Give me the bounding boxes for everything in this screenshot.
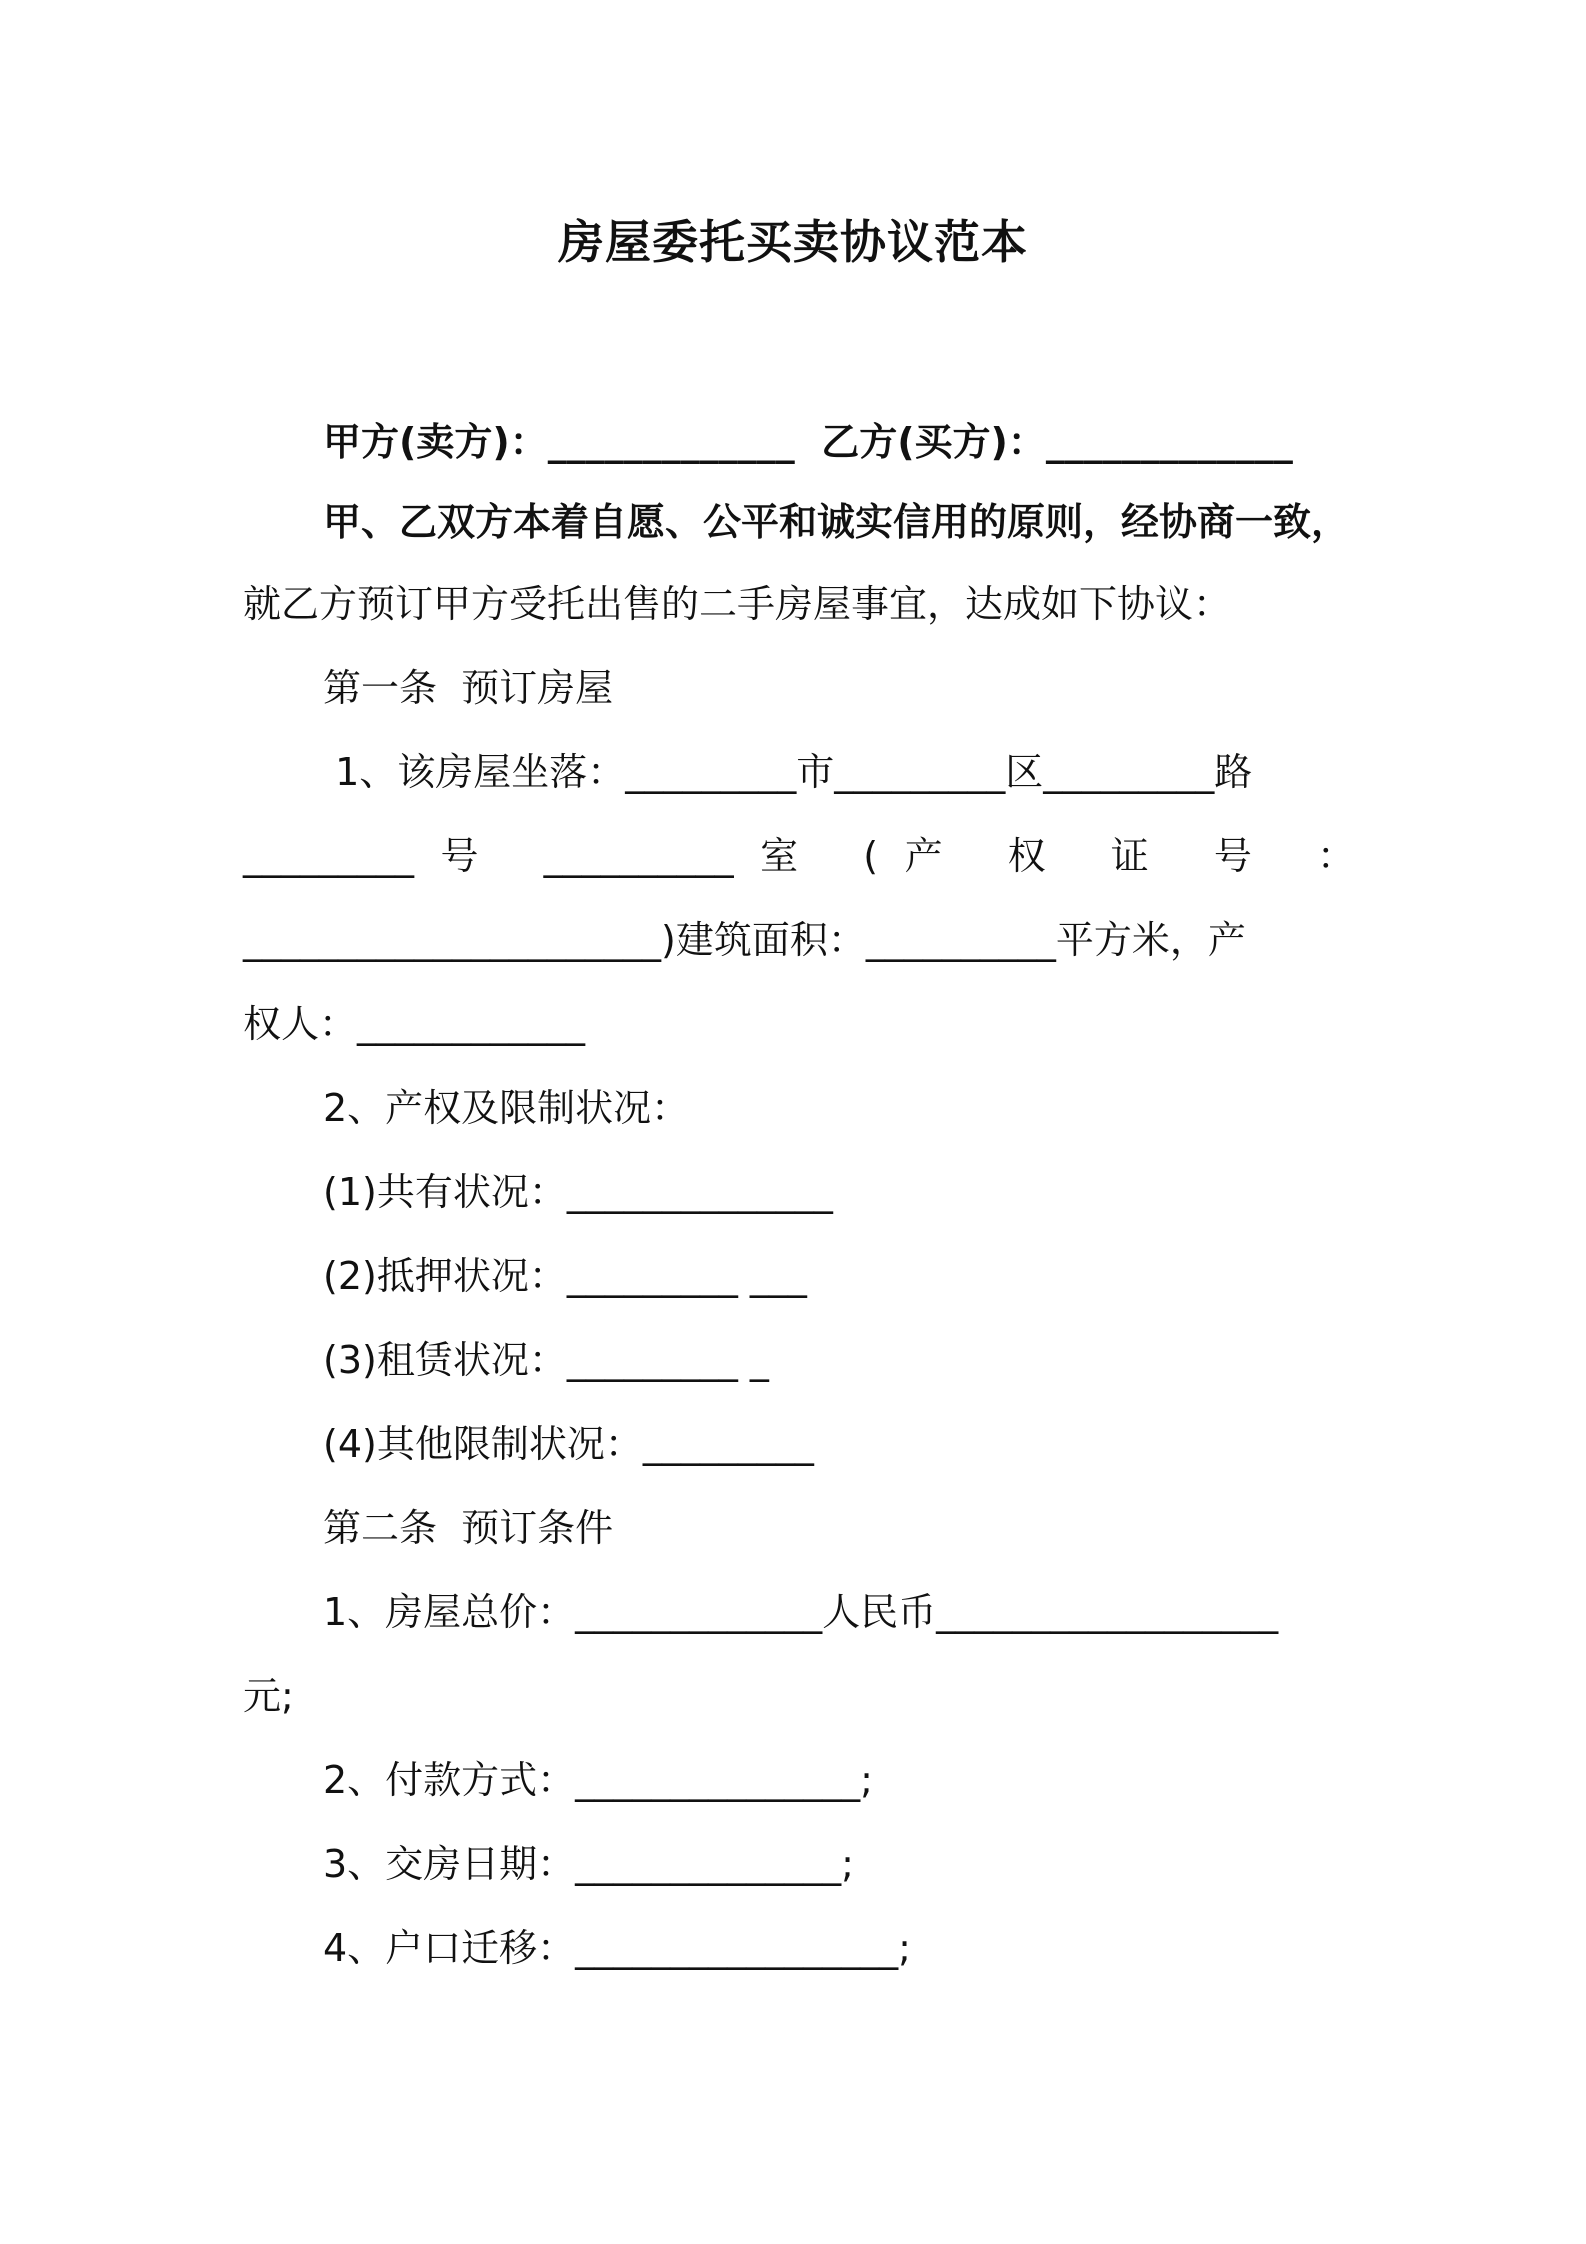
document-title: 房屋委托买卖协议范本 <box>558 215 1028 269</box>
clause-1-2-item-1: (1)共有状况：______________ <box>323 1170 833 1214</box>
article-1-heading: 第一条 预订房屋 <box>323 666 614 710</box>
clause-2-1-line-1: 1、房屋总价：_____________人民币__________________ <box>323 1590 1279 1634</box>
party-line: 甲方(卖方)：_____________ 乙方(买方)：_____________ <box>323 420 1293 464</box>
clause-1-2-heading: 2、产权及限制状况： <box>323 1086 690 1130</box>
preamble-line-2: 就乙方预订甲方受托出售的二手房屋事宜，达成如下协议： <box>243 582 1232 626</box>
clause-1-1-line-4: 权人：____________ <box>243 1002 586 1046</box>
clause-1-1-line-2: _________号 __________室 (产 权 证 号 ： <box>243 834 1355 878</box>
article-2-heading: 第二条 预订条件 <box>323 1506 614 1550</box>
clause-2-1-line-2: 元; <box>243 1674 294 1718</box>
clause-2-2: 2、付款方式：_______________; <box>323 1758 873 1802</box>
clause-2-3: 3、交房日期：______________; <box>323 1842 854 1886</box>
clause-1-2-item-3: (3)租赁状况：_________ _ <box>323 1338 769 1382</box>
clause-2-4: 4、户口迁移：_________________; <box>323 1926 911 1970</box>
clause-1-1-line-1: 1、该房屋坐落：_________市_________区_________路 <box>323 750 1253 794</box>
clause-1-2-item-2: (2)抵押状况：_________ ___ <box>323 1254 807 1298</box>
preamble-line-1: 甲、乙双方本着自愿、公平和诚实信用的原则，经协商一致， <box>323 500 1350 544</box>
clause-1-2-item-4: (4)其他限制状况：_________ <box>323 1422 814 1466</box>
clause-1-1-line-3: ______________________)建筑面积：__________平方米，产 <box>243 918 1246 962</box>
